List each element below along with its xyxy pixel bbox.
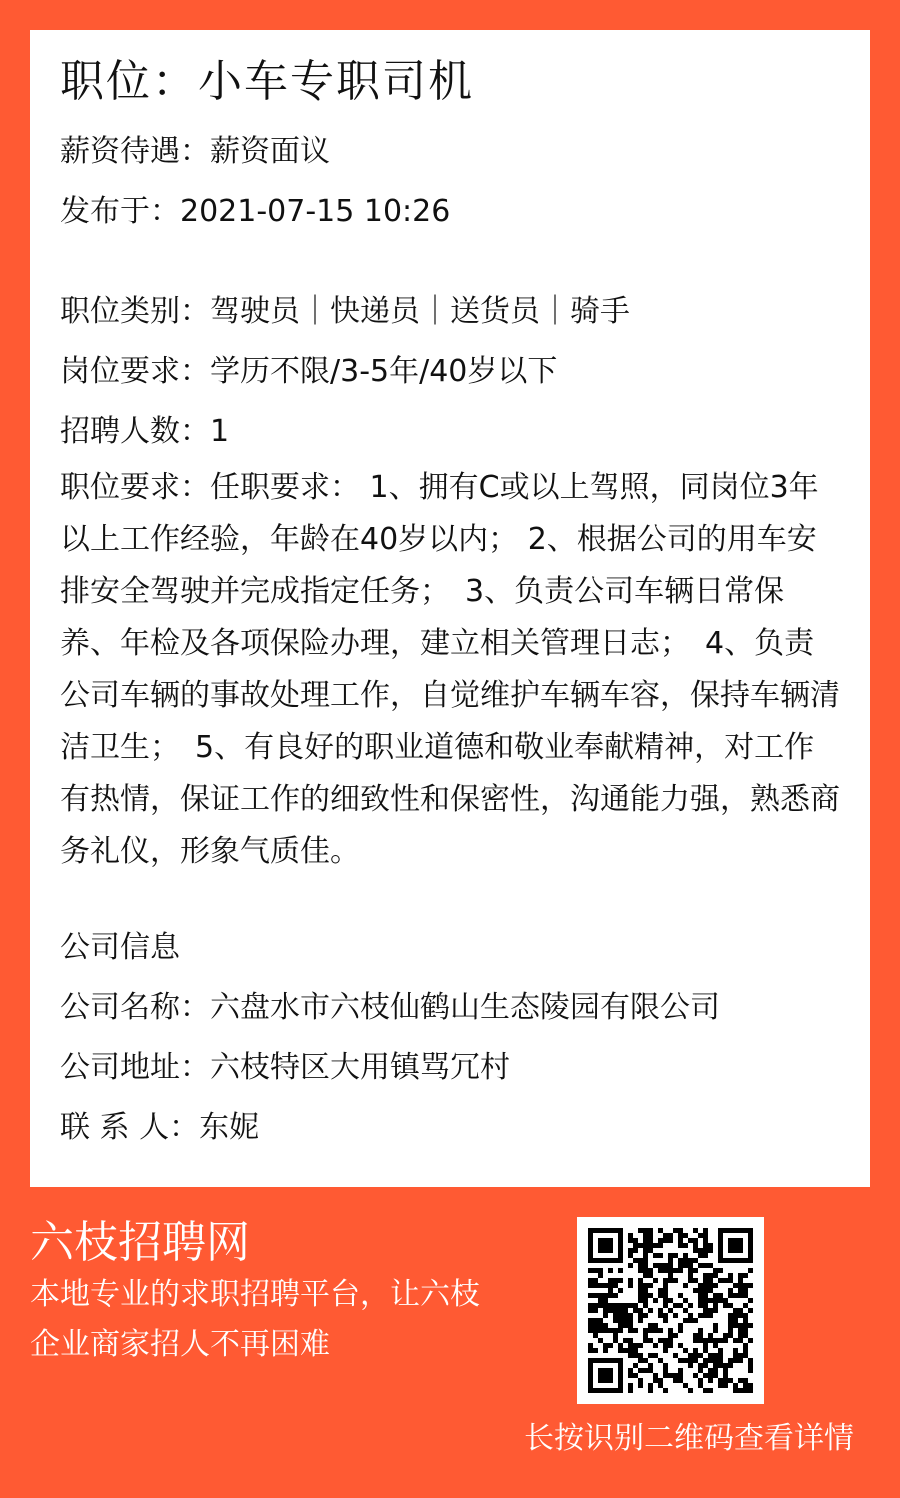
company-contact: 联 系 人：东妮 bbox=[60, 1110, 260, 1145]
job-description: 职位要求：任职要求： 1、拥有C或以上驾照，同岗位3年以上工作经验，年龄在40岁以内； 2、根据公司的用车安排安全驾驶并完成指定任务； 3、负责公司车辆日常保养、年检及各项保险办理，建立相关管理日志； 4、负责公司车辆的事故处理工作，自觉维护车辆车容，保持车辆清洁卫生； 5、有良好的职业道德和敬业奉献精神，对工作有热情，保证工作的细致性和保密性，沟通能力强，熟悉商务礼仪，形象气质佳。 bbox=[60, 470, 840, 869]
qr-hint: 长按识别二维码查看详情 bbox=[524, 1421, 854, 1456]
job-title: 职位：小车专职司机 bbox=[60, 56, 474, 107]
brand-tagline: 本地专业的求职招聘平台，让六枝企业商家招人不再困难 bbox=[30, 1277, 480, 1362]
company-address: 公司地址：六枝特区大用镇骂冗村 bbox=[60, 1050, 510, 1085]
headcount-line: 招聘人数：1 bbox=[60, 414, 230, 449]
salary-line: 薪资待遇：薪资面议 bbox=[60, 134, 330, 169]
spacer bbox=[60, 878, 840, 918]
brand-title: 六枝招聘网 bbox=[30, 1217, 250, 1268]
spacer bbox=[60, 242, 840, 282]
company-name: 公司名称：六盘水市六枝仙鹤山生态陵园有限公司 bbox=[60, 990, 720, 1025]
published-line: 发布于：2021-07-15 10:26 bbox=[60, 194, 451, 229]
company-heading: 公司信息 bbox=[60, 930, 180, 965]
job-card bbox=[30, 30, 870, 1187]
category-line: 职位类别：驾驶员｜快递员｜送货员｜骑手 bbox=[60, 294, 630, 329]
qr-code[interactable] bbox=[577, 1217, 764, 1404]
qr-code-icon bbox=[588, 1228, 753, 1393]
requirements-line: 岗位要求：学历不限/3-5年/40岁以下 bbox=[60, 354, 558, 389]
